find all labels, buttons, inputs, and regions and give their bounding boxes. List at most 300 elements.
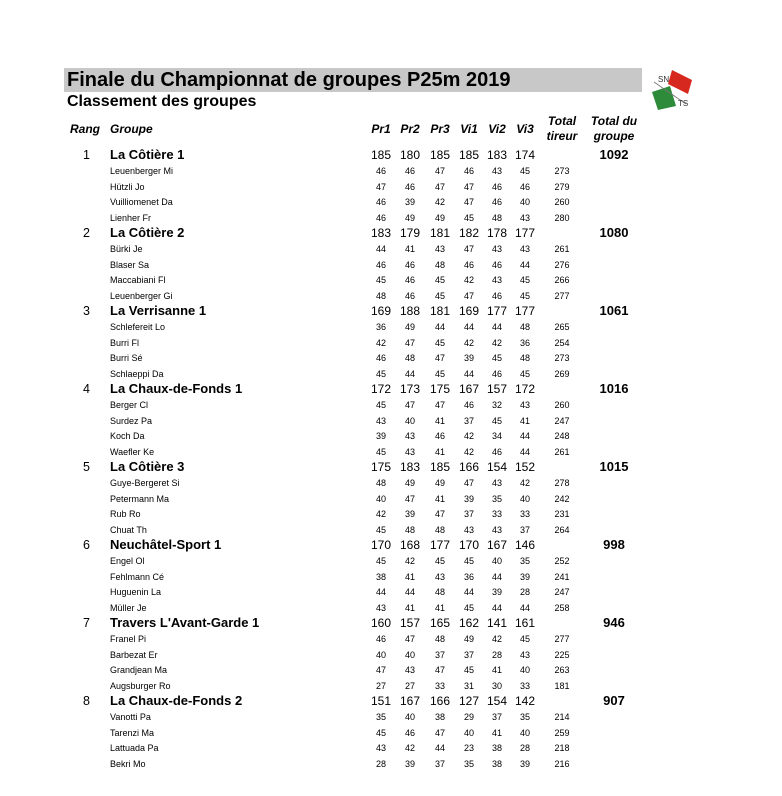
shooter-score-pr1: 36 [375,322,386,332]
shooter-score-vi3: 43 [519,649,530,660]
shooter-score-pr1: 42 [375,337,386,348]
group-score-pr1: 169 [370,304,392,318]
shooter-score-pr2: 47 [404,337,415,348]
shooter-name: Blaser Sa [110,259,150,270]
shooter-score-vi1: 45 [463,665,474,676]
shooter-score-pr3: 48 [434,259,445,270]
header-total-groupe-1: Total du [590,114,638,128]
shooter-score-pr2: 43 [404,665,415,676]
shooter-total: 261 [554,447,570,458]
shooter-score-pr1: 43 [375,743,386,754]
shooter-score-pr1: 46 [375,213,386,224]
group-score-vi1: 127 [458,694,480,708]
header-groupe: Groupe [110,122,153,136]
shooter-score-pr1: 45 [375,400,386,410]
shooter-score-vi3: 45 [519,291,530,302]
header-vi1: Vi1 [460,122,478,136]
shooter-score-pr1: 45 [375,556,386,566]
shooter-total: 216 [554,759,570,770]
shooter-score-pr3: 47 [434,665,445,676]
shooter-score-vi1: 46 [463,166,474,176]
header-pr1: Pr1 [371,122,391,136]
shooter-score-pr2: 46 [404,259,415,270]
shooter-score-pr2: 41 [404,244,415,254]
shooter-score-vi3: 48 [519,322,530,332]
group-rank: 7 [83,616,90,630]
shooter-name: Burri Sé [110,353,143,364]
shooter-score-vi1: 37 [463,509,474,520]
shooter-total: 181 [554,681,570,692]
shooter-score-vi3: 44 [519,259,530,270]
shooter-score-vi3: 46 [519,181,530,192]
shooter-score-pr2: 46 [404,275,415,286]
shooter-score-vi2: 39 [491,587,502,598]
group-name: Neuchâtel-Sport 1 [110,537,222,552]
group-name: La Côtière 1 [110,147,185,162]
group-score-vi3: 142 [514,694,536,708]
shooter-total: 252 [554,556,570,566]
shooter-score-vi1: 47 [463,244,474,254]
shooter-score-pr1: 48 [375,478,386,488]
logo-text-bottom: TS [678,99,689,108]
group-score-vi3: 174 [514,148,536,162]
group-rank: 6 [83,538,90,552]
shooter-score-pr1: 35 [375,712,386,722]
shooter-score-pr1: 43 [375,603,386,614]
shooter-name: Chuat Th [110,525,147,536]
shooter-name: Leuenberger Gi [110,291,173,302]
shooter-score-vi1: 46 [463,259,474,270]
shooter-score-pr1: 38 [375,571,386,582]
shooter-score-vi3: 42 [519,478,530,488]
shooter-score-pr2: 49 [404,322,415,332]
shooter-score-pr1: 42 [375,509,386,520]
group-score-vi2: 141 [486,616,508,630]
group-rank: 1 [83,148,90,162]
shooter-score-pr3: 45 [434,275,445,286]
shooter-score-pr2: 46 [404,291,415,302]
group-total: 1092 [599,147,629,162]
shooter-score-vi2: 46 [491,197,502,208]
shooter-score-pr1: 44 [375,244,386,254]
shooter-score-pr1: 40 [375,649,386,660]
header-rang: Rang [70,122,100,136]
shooter-total: 266 [554,275,570,286]
shooter-score-vi1: 37 [463,415,474,426]
group-score-pr2: 180 [399,148,421,162]
shooter-score-pr1: 47 [375,665,386,676]
page-title: Finale du Championnat de groupes P25m 2019 [67,69,511,91]
shooter-score-pr1: 47 [375,181,386,192]
group-rank: 8 [83,694,90,708]
shooter-score-pr3: 48 [434,634,445,644]
shooter-score-vi2: 48 [491,213,502,224]
shooter-total: 269 [554,369,570,380]
shooter-score-pr3: 41 [434,493,445,504]
shooter-score-vi3: 43 [519,213,530,224]
shooter-score-vi2: 45 [491,353,502,364]
group-score-pr2: 188 [399,304,421,318]
shooter-score-pr2: 46 [404,166,415,176]
shooter-score-pr2: 43 [404,431,415,442]
shooter-name: Vanotti Pa [110,712,151,722]
shooter-total: 264 [554,525,570,536]
header-total-tireur-2: tireur [546,129,578,143]
shooter-score-vi3: 39 [519,759,530,770]
shooter-score-vi1: 23 [463,743,474,754]
group-name: La Chaux-de-Fonds 2 [110,693,243,708]
shooter-total: 260 [554,400,570,410]
shooter-name: Koch Da [110,431,145,442]
shooter-score-vi3: 40 [519,727,530,738]
shooter-score-pr1: 46 [375,166,386,176]
group-score-vi2: 154 [486,460,508,474]
group-score-pr2: 168 [399,538,421,552]
shooter-score-pr1: 46 [375,259,386,270]
group-score-pr1: 185 [370,148,392,162]
shooter-score-vi2: 28 [491,649,502,660]
shooter-score-pr3: 37 [434,759,445,770]
group-total: 907 [603,693,625,708]
shooter-name: Schlaeppi Da [110,369,164,380]
shooter-score-pr2: 42 [404,743,415,754]
shooter-score-vi1: 49 [463,634,474,644]
shooter-score-vi2: 44 [491,322,502,332]
shooter-score-pr3: 49 [434,478,445,488]
shooter-score-vi1: 47 [463,291,474,302]
shooter-total: 218 [554,743,570,754]
shooter-score-pr3: 46 [434,431,445,442]
shooter-total: 279 [554,181,570,192]
shooter-score-pr2: 48 [404,353,415,364]
group-score-pr1: 160 [370,616,392,630]
shooter-total: 248 [554,431,570,442]
shooter-score-vi2: 44 [491,603,502,614]
shooter-name: Petermann Ma [110,493,170,504]
shooter-score-vi2: 46 [491,369,502,380]
shooter-score-pr3: 37 [434,649,445,660]
group-score-vi3: 177 [514,304,536,318]
shooter-name: Augsburger Ro [110,681,171,692]
shooter-name: Hützli Jo [110,181,145,192]
group-score-pr3: 185 [429,460,451,474]
shooter-score-vi2: 33 [491,509,502,520]
group-name: La Verrisanne 1 [110,303,207,318]
header-vi2: Vi2 [488,122,506,136]
shooter-score-pr2: 47 [404,634,415,644]
shooter-score-vi2: 40 [491,556,502,566]
shooter-name: Waefler Ke [110,447,155,458]
shooter-score-pr1: 28 [375,759,386,770]
shooter-name: Surdez Pa [110,415,153,426]
shooter-score-pr2: 39 [404,759,415,770]
shooter-score-vi2: 46 [491,291,502,302]
shooter-score-pr3: 43 [434,571,445,582]
shooter-score-vi1: 42 [463,337,474,348]
shooter-score-pr2: 43 [404,447,415,458]
shooter-score-pr2: 46 [404,727,415,738]
shooter-score-pr1: 27 [375,681,386,692]
group-name: Travers L'Avant-Garde 1 [110,615,260,630]
shooter-score-pr3: 41 [434,603,445,614]
header-total-tireur-1: Total [547,114,577,128]
group-rank: 3 [83,304,90,318]
shooter-score-vi3: 28 [519,587,530,598]
group-score-pr1: 172 [370,382,392,396]
page-subtitle: Classement des groupes [67,93,257,110]
shooter-score-pr2: 47 [404,400,415,410]
shooter-score-pr1: 46 [375,353,386,364]
header-pr3: Pr3 [430,122,450,136]
shooter-total: 263 [554,665,570,676]
shooter-score-vi3: 48 [519,353,530,364]
shooter-score-pr1: 45 [375,727,386,738]
shooter-score-pr2: 44 [404,587,415,598]
shooter-name: Berger Cl [110,400,149,410]
shooter-score-vi1: 39 [463,353,474,364]
shooter-name: Schlefereit Lo [110,322,166,332]
group-score-vi3: 161 [514,616,536,630]
shooter-score-vi3: 40 [519,197,530,208]
shooter-score-pr1: 45 [375,447,386,458]
header-total-groupe-2: groupe [593,129,635,143]
shooter-score-vi1: 42 [463,431,474,442]
shooter-score-vi3: 37 [519,525,530,536]
shooter-score-vi3: 35 [519,712,530,722]
group-score-pr2: 173 [399,382,421,396]
group-score-vi3: 152 [514,460,536,474]
group-score-pr1: 170 [370,538,392,552]
shooter-score-vi2: 38 [491,759,502,770]
group-total: 946 [603,615,625,630]
shooter-score-vi3: 43 [519,244,530,254]
shooter-total: 241 [554,571,570,582]
group-name: La Chaux-de-Fonds 1 [110,381,243,396]
shooter-score-pr1: 45 [375,369,386,380]
shooter-score-pr3: 48 [434,525,445,536]
shooter-total: 280 [554,213,570,224]
shooter-total: 277 [554,291,570,302]
shooter-score-pr1: 44 [375,587,386,598]
shooter-score-pr3: 47 [434,353,445,364]
shooter-score-vi2: 37 [491,712,502,722]
shooter-score-vi3: 44 [519,431,530,442]
shooter-score-vi3: 45 [519,634,530,644]
group-score-pr3: 181 [429,226,451,240]
shooter-name: Huguenin La [110,587,162,598]
group-score-vi2: 167 [486,538,508,552]
shooter-score-pr1: 45 [375,525,386,536]
shooter-score-vi1: 39 [463,493,474,504]
shooter-score-pr2: 47 [404,493,415,504]
shooter-score-vi3: 45 [519,275,530,286]
shooter-score-vi1: 43 [463,525,474,536]
group-score-pr2: 183 [399,460,421,474]
shooter-score-vi1: 36 [463,571,474,582]
header-pr2: Pr2 [400,122,420,136]
shooter-score-vi1: 31 [463,681,474,692]
shooter-name: Vuilliomenet Da [110,197,173,208]
shooter-score-pr1: 46 [375,197,386,208]
shooter-total: 261 [554,244,570,254]
shooter-score-pr2: 46 [404,181,415,192]
shooter-score-vi2: 46 [491,259,502,270]
group-total: 1015 [599,459,629,474]
shooter-score-pr1: 40 [375,493,386,504]
shooter-score-pr2: 39 [404,197,415,208]
group-rank: 4 [83,382,90,396]
shooter-score-vi3: 35 [519,556,530,566]
shooter-score-vi1: 45 [463,213,474,224]
shooter-score-vi2: 43 [491,525,502,536]
shooter-name: Franel Pi [110,634,147,644]
shooter-name: Rub Ro [110,509,141,520]
group-score-pr1: 175 [370,460,392,474]
shooter-score-pr1: 43 [375,415,386,426]
shooter-score-vi3: 45 [519,166,530,176]
shooter-total: 276 [554,259,570,270]
group-total: 998 [603,537,625,552]
shooter-score-vi2: 30 [491,681,502,692]
shooter-score-vi1: 44 [463,369,474,380]
shooter-score-vi2: 42 [491,337,502,348]
shooter-total: 247 [554,415,570,426]
shooter-score-vi3: 44 [519,447,530,458]
shooter-score-vi1: 35 [463,759,474,770]
shooter-score-vi2: 41 [491,665,502,676]
group-score-vi1: 162 [458,616,480,630]
group-score-vi2: 178 [486,226,508,240]
group-score-pr3: 165 [429,616,451,630]
shooter-name: Barbezat Er [110,649,158,660]
shooter-score-pr3: 47 [434,181,445,192]
shooter-score-vi2: 46 [491,447,502,458]
shooter-score-pr3: 45 [434,556,445,566]
shooter-score-vi3: 28 [519,743,530,754]
group-total: 1016 [599,381,629,396]
shooter-score-vi1: 40 [463,727,474,738]
shooter-score-vi2: 43 [491,478,502,488]
group-total: 1061 [599,303,629,318]
shooter-score-pr1: 46 [375,634,386,644]
shooter-score-vi1: 44 [463,587,474,598]
shooter-name: Burri Fl [110,337,139,348]
shooter-score-pr3: 33 [434,681,445,692]
shooter-score-pr3: 47 [434,509,445,520]
group-score-pr3: 177 [429,538,451,552]
shooter-score-vi3: 43 [519,400,530,410]
group-score-vi1: 170 [458,538,480,552]
shooter-score-vi3: 33 [519,681,530,692]
shooter-score-pr3: 38 [434,712,445,722]
shooter-score-vi3: 40 [519,493,530,504]
shooter-score-pr3: 47 [434,400,445,410]
shooter-name: Grandjean Ma [110,665,168,676]
shooter-score-pr3: 49 [434,213,445,224]
group-score-pr1: 151 [370,694,392,708]
shooter-name: Lienher Fr [110,213,152,224]
group-score-pr3: 181 [429,304,451,318]
shooter-score-pr2: 48 [404,525,415,536]
shooter-total: 231 [554,509,570,520]
shooter-score-pr2: 42 [404,556,415,566]
shooter-total: 242 [554,493,570,504]
shooter-score-pr3: 47 [434,166,445,176]
group-score-pr3: 175 [429,382,451,396]
shooter-score-pr3: 41 [434,447,445,458]
group-score-vi1: 167 [458,382,480,396]
shooter-score-vi2: 42 [491,634,502,644]
group-score-pr2: 157 [399,616,421,630]
shooter-total: 254 [554,337,570,348]
shooter-total: 260 [554,197,570,208]
group-score-vi2: 183 [486,148,508,162]
group-rank: 2 [83,226,90,240]
shooter-score-pr3: 45 [434,291,445,302]
shooter-score-pr1: 48 [375,291,386,302]
group-score-vi2: 157 [486,382,508,396]
shooter-score-vi2: 44 [491,571,502,582]
group-score-vi3: 146 [514,538,536,552]
shooter-score-pr1: 39 [375,431,386,442]
shooter-score-pr2: 41 [404,571,415,582]
shooter-score-vi2: 34 [491,431,502,442]
group-score-pr3: 185 [429,148,451,162]
shooter-score-vi1: 47 [463,197,474,208]
group-score-pr2: 179 [399,226,421,240]
shooter-score-vi3: 41 [519,415,530,426]
shooter-score-vi2: 41 [491,727,502,738]
header-vi3: Vi3 [516,122,534,136]
group-rank: 5 [83,460,90,474]
shooter-total: 214 [554,712,570,722]
shooter-score-pr3: 45 [434,337,445,348]
shooter-score-vi2: 45 [491,415,502,426]
shooter-score-pr3: 44 [434,322,445,332]
shooter-score-pr2: 40 [404,415,415,426]
shooter-score-vi2: 32 [491,400,502,410]
shooter-score-pr3: 44 [434,743,445,754]
shooter-total: 277 [554,634,570,644]
shooter-score-pr3: 48 [434,587,445,598]
shooter-name: Bekri Mo [110,759,146,770]
shooter-name: Lattuada Pa [110,743,159,754]
shooter-score-vi1: 47 [463,181,474,192]
shooter-score-vi1: 29 [463,712,474,722]
group-name: La Côtière 3 [110,459,185,474]
shooter-name: Guye-Bergeret Si [110,478,180,488]
shooter-total: 247 [554,587,570,598]
shooter-score-vi3: 45 [519,369,530,380]
shooter-score-vi2: 43 [491,166,502,176]
shooter-score-vi1: 37 [463,649,474,660]
group-score-vi1: 182 [458,226,480,240]
shooter-total: 273 [554,166,570,176]
shooter-name: Tarenzi Ma [110,727,155,738]
shooter-score-pr3: 41 [434,415,445,426]
shooter-score-pr3: 43 [434,244,445,254]
shooter-score-pr2: 44 [404,369,415,380]
shooter-name: Engel Ol [110,556,145,566]
shooter-total: 225 [554,649,570,660]
sn-ts-logo-icon [648,68,696,112]
group-name: La Côtière 2 [110,225,185,240]
group-score-pr2: 167 [399,694,421,708]
shooter-score-vi3: 36 [519,337,530,348]
shooter-total: 265 [554,322,570,332]
shooter-score-vi1: 46 [463,400,474,410]
shooter-score-vi2: 38 [491,743,502,754]
